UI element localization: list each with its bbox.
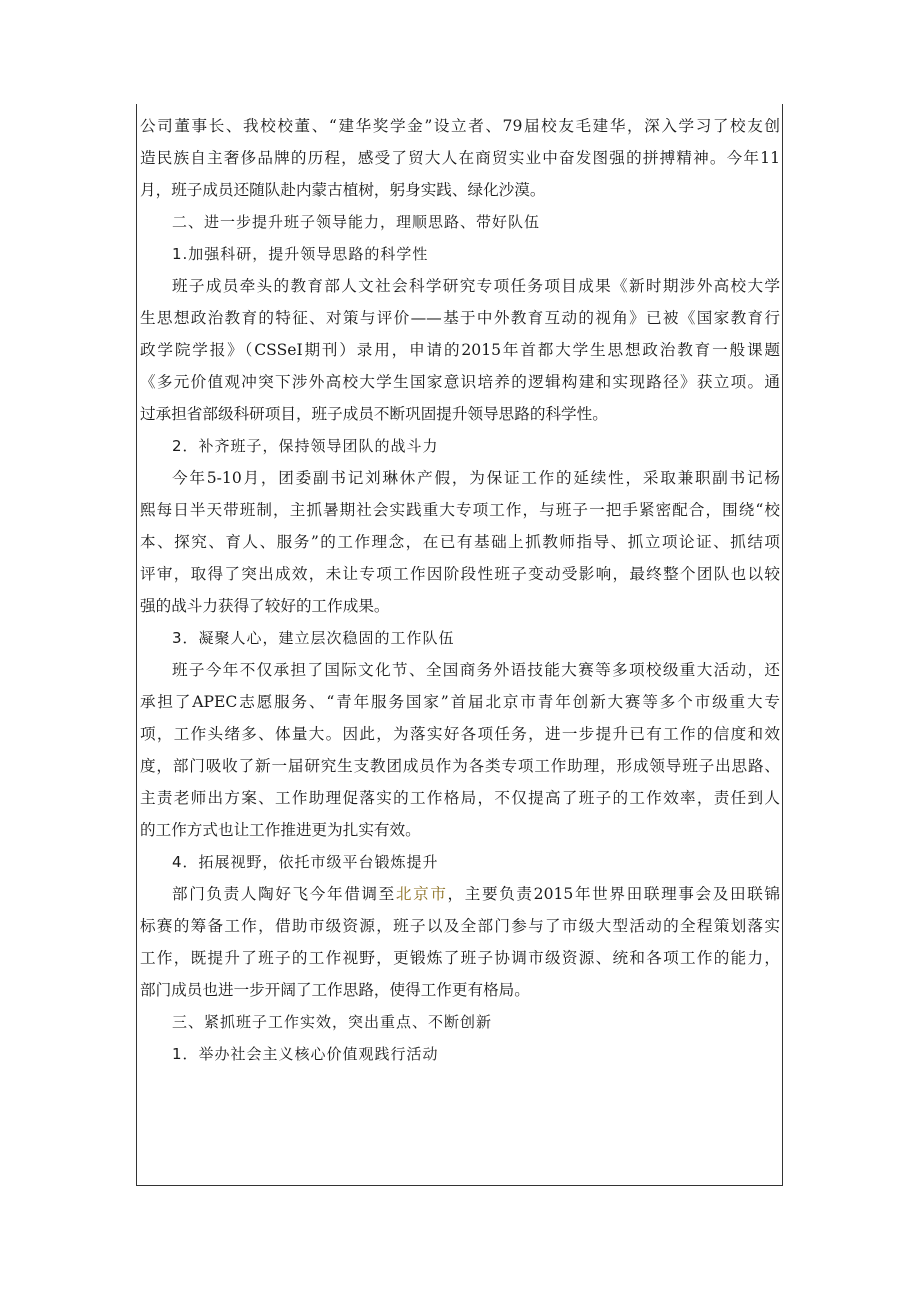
paragraph-line: 项，工作头绪多、体量大。因此，为落实好各项任务，进一步提升已有工作的信度和效 bbox=[140, 725, 780, 743]
intro-line: 月，班子成员还随队赴内蒙古植树，躬身实践、绿化沙漠。 bbox=[140, 181, 546, 199]
paragraph-line: 承担了APEC志愿服务、“青年服务国家”首届北京市青年创新大赛等多个市级重大专 bbox=[140, 693, 780, 711]
section-3-heading: 三、紧抓班子工作实效，突出重点、不断创新 bbox=[172, 1013, 493, 1031]
paragraph-text: ，主要负责2015年世界田联理事会及田联锦 bbox=[447, 885, 780, 903]
paragraph-line: 生思想政治教育的特征、对策与评价——基于中外教育互动的视角》已被《国家教育行 bbox=[140, 309, 780, 327]
paragraph-line: 今年5-10月，团委副书记刘琳休产假，为保证工作的延续性，采取兼职副书记杨 bbox=[172, 469, 780, 487]
paragraph-line: 的工作方式也让工作推进更为扎实有效。 bbox=[140, 821, 421, 839]
paragraph-line: 工作，既提升了班子的工作视野，更锻炼了班子协调市级资源、统和各项工作的能力， bbox=[140, 949, 780, 967]
section-2-heading: 二、进一步提升班子领导能力，理顺思路、带好队伍 bbox=[172, 213, 541, 231]
paragraph-line: 主责老师出方案、工作助理促落实的工作格局，不仅提高了班子的工作效率，责任到人 bbox=[140, 789, 780, 807]
paragraph-line: 度，部门吸收了新一届研究生支教团成员作为各类专项工作助理，形成领导班子出思路、 bbox=[140, 757, 780, 775]
section-2-3-heading: 3．凝聚人心，建立层次稳固的工作队伍 bbox=[172, 629, 455, 647]
paragraph-line: 班子成员牵头的教育部人文社会科学研究专项任务项目成果《新时期涉外高校大学 bbox=[172, 277, 780, 295]
section-3-1-heading: 1．举办社会主义核心价值观践行活动 bbox=[172, 1045, 439, 1063]
paragraph-line: 《多元价值观冲突下涉外高校大学生国家意识培养的逻辑构建和实现路径》获立项。通 bbox=[140, 373, 780, 391]
section-2-2-heading: 2．补齐班子，保持领导团队的战斗力 bbox=[172, 437, 439, 455]
paragraph-line: 评审，取得了突出成效，未让专项工作因阶段性班子变动受影响，最终整个团队也以较 bbox=[140, 565, 780, 583]
intro-line: 公司董事长、我校校董、“建华奖学金”设立者、79届校友毛建华，深入学习了校友创 bbox=[140, 117, 780, 135]
document-body bbox=[140, 110, 780, 1070]
paragraph-line: 政学院学报》（CSSeI期刊）录用，申请的2015年首都大学生思想政治教育一般课题 bbox=[140, 341, 780, 359]
paragraph-line: 本、探究、育人、服务”的工作理念，在已有基础上抓教师指导、抓立项论证、抓结项 bbox=[140, 533, 780, 551]
paragraph-line: 强的战斗力获得了较好的工作成果。 bbox=[140, 597, 390, 615]
section-2-4-heading: 4．拓展视野，依托市级平台锻炼提升 bbox=[172, 853, 439, 871]
paragraph-line: 过承担省部级科研项目，班子成员不断巩固提升领导思路的科学性。 bbox=[140, 405, 608, 423]
paragraph-line: 班子今年不仅承担了国际文化节、全国商务外语技能大赛等多项校级重大活动，还 bbox=[172, 661, 780, 679]
section-2-1-heading: 1.加强科研，提升领导思路的科学性 bbox=[172, 245, 429, 263]
paragraph-line: 部门成员也进一步开阔了工作思路，使得工作更有格局。 bbox=[140, 981, 530, 999]
city-link[interactable]: 北京市 bbox=[395, 885, 448, 903]
paragraph-text: 部门负责人陶好飞今年借调至 bbox=[172, 885, 396, 903]
paragraph-line: 熙每日半天带班制，主抓暑期社会实践重大专项工作，与班子一把手紧密配合，围绕“校 bbox=[140, 501, 780, 519]
intro-line: 造民族自主奢侈品牌的历程，感受了贸大人在商贸实业中奋发图强的拼搏精神。今年11 bbox=[140, 149, 780, 167]
paragraph-line: 标赛的筹备工作，借助市级资源，班子以及全部门参与了市级大型活动的全程策划落实 bbox=[140, 917, 780, 935]
paragraph-line bbox=[140, 878, 780, 910]
